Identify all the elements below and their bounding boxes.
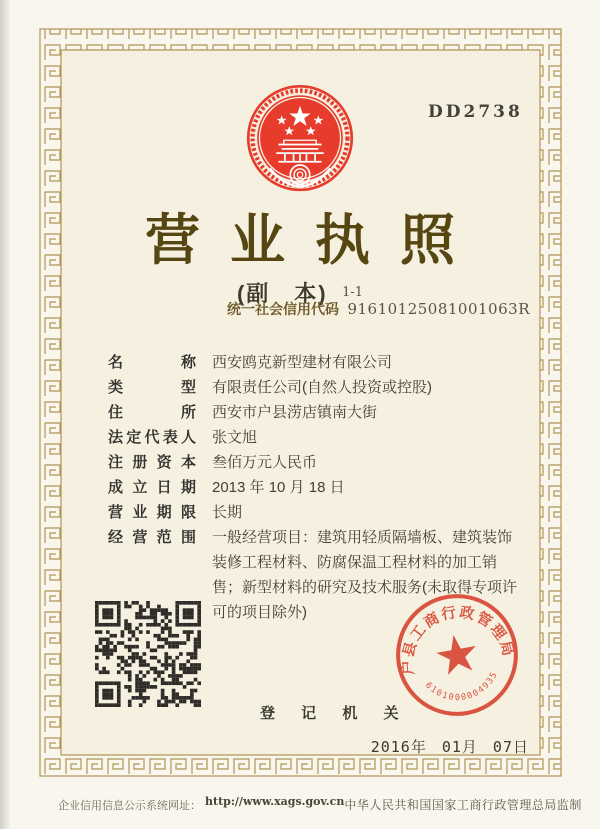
seal-ring-text: 户县工商行政管理局 — [400, 604, 517, 676]
copy-type-label: (副 本) — [236, 281, 328, 306]
footer — [58, 795, 582, 813]
field-label: 住所 — [108, 404, 196, 421]
credit-code-label: 统一社会信用代码 — [227, 301, 339, 317]
field-label: 类型 — [108, 379, 196, 396]
field-label: 成立日期 — [108, 479, 196, 496]
license-title: 营业执照 — [144, 209, 485, 271]
field-row-term — [108, 500, 524, 525]
field-value: 2013 年 10 月 18 日 — [212, 479, 345, 496]
field-row-address — [108, 400, 524, 425]
field-value: 张文旭 — [212, 429, 258, 446]
year-suffix: 年 — [410, 739, 426, 756]
field-row-founded — [108, 475, 524, 500]
issue-year: 2016 — [370, 738, 411, 756]
field-label: 名称 — [108, 354, 196, 371]
field-value: 长期 — [212, 504, 243, 521]
field-value: 有限责任公司(自然人投资或控股) — [212, 379, 432, 396]
public-info-site-label: 企业信用信息公示系统网址： — [58, 800, 201, 812]
issue-month: 01 — [441, 738, 462, 756]
field-label: 法定代表人 — [108, 429, 196, 446]
credit-code-row — [227, 299, 530, 319]
day-suffix: 日 — [512, 739, 528, 756]
issuing-authority-imprint: 中华人民共和国国家工商行政管理总局监制 — [344, 798, 582, 812]
month-suffix: 月 — [461, 739, 477, 756]
qr-code — [95, 601, 201, 707]
field-value: 叁佰万元人民币 — [212, 454, 318, 471]
field-label: 注册资本 — [108, 454, 196, 471]
credit-code-value: 91610125081001063R — [347, 300, 530, 318]
footer-left — [58, 797, 344, 813]
field-value: 西安市户县涝店镇南大街 — [212, 404, 378, 421]
field-row-type — [108, 375, 524, 400]
seal-star-icon — [434, 632, 480, 677]
seal-number: 6101000004935 — [423, 669, 501, 704]
field-row-capital — [108, 450, 524, 475]
license-fields — [108, 350, 524, 625]
serial-number: DD2738 — [428, 102, 523, 122]
issue-date — [371, 736, 528, 757]
field-label: 经营范围 — [108, 529, 196, 546]
national-emblem-icon — [246, 82, 354, 206]
public-info-site-url: http://www.xags.gov.cn — [205, 795, 345, 808]
field-value: 一般经营项目：建筑用轻质隔墙板、建筑装饰装修工程材料、防腐保温工程材料的加工销售；新型材料的研究及技术服务(未取得专项许可的项目除外) — [212, 529, 517, 621]
field-label: 营业期限 — [108, 504, 196, 521]
copy-number: 1-1 — [342, 285, 364, 300]
issue-day: 07 — [492, 738, 513, 756]
field-value: 西安鸥克新型建材有限公司 — [212, 354, 393, 371]
field-row-legal-rep — [108, 425, 524, 450]
registration-authority-label: 登 记 机 关 — [260, 705, 410, 722]
field-row-name — [108, 350, 524, 375]
